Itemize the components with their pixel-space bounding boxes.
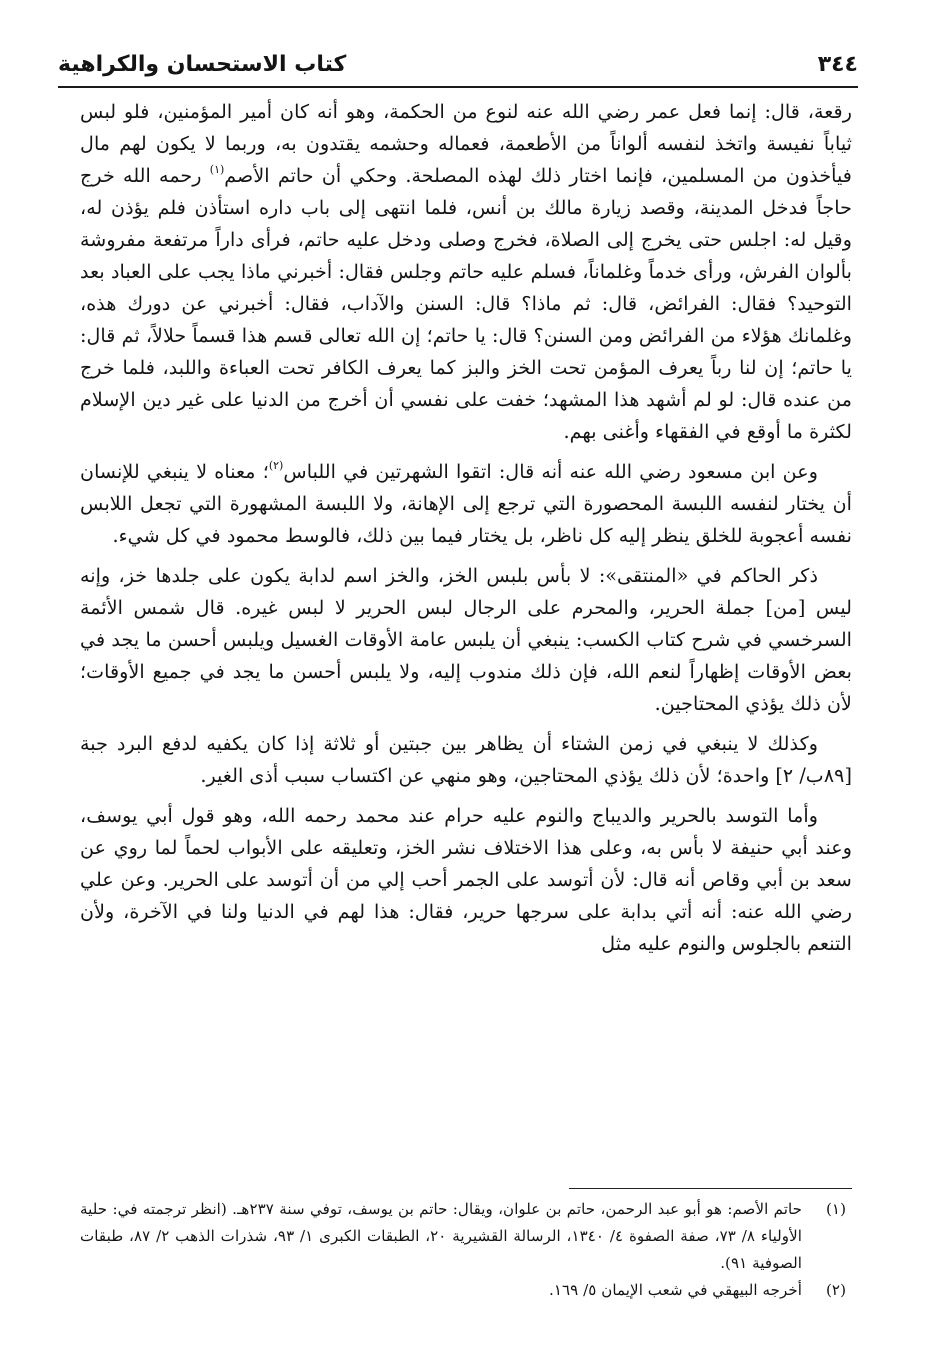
footnote <box>80 1196 852 1277</box>
body-text <box>80 96 852 968</box>
header-rule <box>58 86 858 88</box>
paragraph <box>80 96 852 448</box>
paragraph-text: رقعة، قال: إنما فعل عمر رضي الله عنه لنوع من الحكمة، وهو أنه كان أمير المؤمنين، فلو لبس ثياباً نفيسة واتخذ لنفسه ألواناً من الأطعمة، فعماله وحشمه يقتدون به، وربما لا يكون لهم مال فيأخذون من المسلمين، فإنما اختار ذلك لهذه المصلحة. وحكي أن حاتم الأصم <box>80 100 852 187</box>
paragraph-text: وكذلك لا ينبغي في زمن الشتاء أن يظاهر بين جبتين أو ثلاثة إذا كان يكفيه لدفع البرد جبة [٨٩ب/ ٢] واحدة؛ لأن ذلك يؤذي المحتاجين، وهو منهي عن اكتساب سبب أذى الغير. <box>80 732 852 787</box>
paragraph-text: ؛ معناه لا ينبغي للإنسان أن يختار لنفسه اللبسة المحصورة التي ترجع إلى الإهانة، ولا اللبسة المشهورة التي تجعل اللابس نفسه أعجوبة للخلق ينظر إليه كل ناظر، بل يختار فيما بين ذلك، فالوسط محمود في كل شيء. <box>80 460 852 547</box>
paragraph <box>80 456 852 552</box>
footnote-reference: (٢) <box>268 459 284 472</box>
page-header <box>58 38 858 86</box>
footnote-reference: (١) <box>209 163 225 176</box>
footnote-rule <box>569 1188 852 1189</box>
paragraph <box>80 800 852 960</box>
paragraph <box>80 728 852 792</box>
paragraph-text: ذكر الحاكم في «المنتقى»: لا بأس بلبس الخز، والخز اسم لدابة يكون على جلدها خز، وإنه ليس [من] جملة الحرير، والمحرم على الرجال لبس الحرير لا لبس غيره. قال شمس الأئمة السرخسي في شرح كتاب الكسب: ينبغي أن يلبس عامة الأوقات الغسيل ويلبس أحسن ما يجد في بعض الأوقات إظهاراً لنعم الله، فإن ذلك مندوب إليه، ولا يلبس أحسن ما يجد في جميع الأوقات؛ لأن ذلك يؤذي المحتاجين. <box>80 564 852 715</box>
book-title: كتاب الاستحسان والكراهية <box>58 52 347 77</box>
footnote <box>80 1277 852 1304</box>
footnote-text: أخرجه البيهقي في شعب الإيمان ٥/ ١٦٩. <box>548 1281 802 1299</box>
footnote-text: حاتم الأصم: هو أبو عبد الرحمن، حاتم بن علوان، ويقال: حاتم بن يوسف، توفي سنة ٢٣٧هـ. (انظر ترجمته في: حلية الأولياء ٨/ ٧٣، صفة الصفوة ٤/ ١٣٤٠، الرسالة القشيرية ٢٠، الطبقات الكبرى ١/ ٩٣، شذرات الذهب ٢/ ٨٧، طبقات الصوفية ٩١). <box>80 1200 803 1272</box>
footnote-mark: (٢) <box>825 1281 846 1299</box>
footnote-mark: (١) <box>825 1200 846 1218</box>
page-number: ٣٤٤ <box>817 52 858 77</box>
footnotes <box>80 1196 852 1304</box>
paragraph <box>80 560 852 720</box>
paragraph-text: وعن ابن مسعود رضي الله عنه أنه قال: اتقوا الشهرتين في اللباس <box>283 460 819 483</box>
paragraph-text: رحمه الله خرج حاجاً فدخل المدينة، وقصد زيارة مالك بن أنس، فلما انتهى إلى باب داره استأذن فلم يؤذن له، وقيل له: اجلس حتى يخرج إلى الصلاة، فخرج وصلى ودخل عليه حاتم، فرأى داراً مرتفعة مفروشة بألوان الفرش، ورأى خدماً وغلماناً، فسلم عليه حاتم وجلس فقال: أخبرني ماذا يجب على العباد بعد التوحيد؟ فقال: الفرائض، قال: ثم ماذا؟ قال: السنن والآداب، فقال: أخبرني عن دورك هذه، وغلمانك هؤلاء من الفرائض ومن السنن؟ قال: يا حاتم؛ إن الله تعالى قسم هذا قسماً حلالاً، ثم قال: يا حاتم؛ إن لنا رباً يعرف المؤمن تحت الخز والبز كما يعرف الكافر تحت العباءة واللبد، فلما خرج من عنده قال: لو لم أشهد هذا المشهد؛ خفت على نفسي أن أخرج من الدنيا على غير دين الإسلام لكثرة ما أوقع في الفقهاء وأغنى بهم. <box>80 164 852 443</box>
paragraph-text: وأما التوسد بالحرير والديباج والنوم عليه حرام عند محمد رحمه الله، وهو قول أبي يوسف، وعند أبي حنيفة لا بأس به، وعلى هذا الاختلاف نشر الخز، وتعليقه على الأبواب لحماً لما روي عن سعد بن أبي وقاص أنه قال: لأن أتوسد على الجمر أحب إلي من أن أتوسد على الحرير. وعن علي رضي الله عنه: أنه أتي بدابة على سرجها حرير، فقال: هذا لهم في الدنيا ولنا في الآخرة، ولأن التنعم بالجلوس والنوم عليه مثل <box>80 804 852 955</box>
